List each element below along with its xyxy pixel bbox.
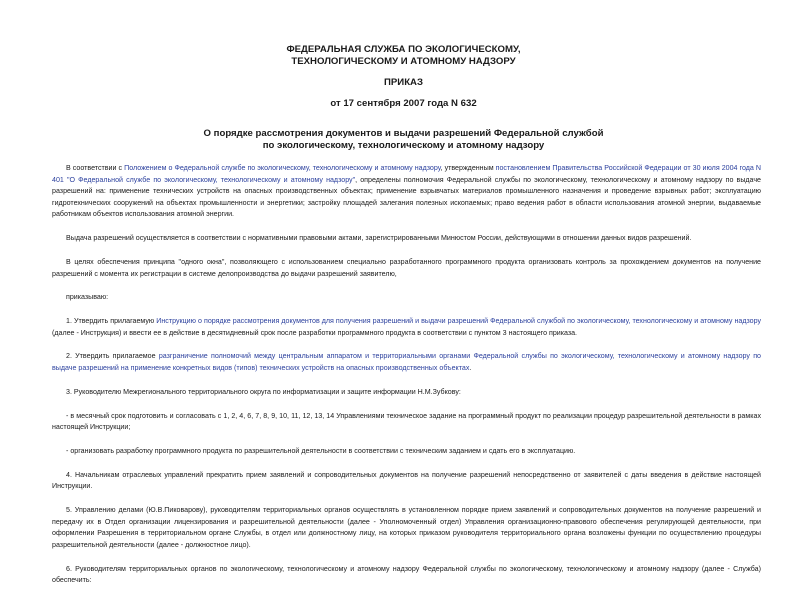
document-type: ПРИКАЗ — [384, 77, 423, 88]
text-fragment: , утвержденным — [440, 164, 496, 172]
paragraph-one-window: В целях обеспечения принципа "одного окна", позволяющего с использованием специально разработанного программного продукта организовать контроль за прохождением документов на получение разрешений с момента их регистрации в системе делопроизводства до выдачи разрешений заявителю, — [52, 257, 761, 278]
text-fragment: 1. Утвердить прилагаемую — [66, 317, 157, 326]
text-fragment: 2. Утвердить прилагаемое — [66, 352, 159, 361]
document-body — [52, 163, 761, 599]
paragraph-issuance: Выдача разрешений осуществляется в соответствии с нормативными правовыми актами, зарегистрированными Минюстом России, действующими в отношении данных видов разрешений. — [66, 234, 692, 243]
title-line-1: О порядке рассмотрения документов и выдачи разрешений Федеральной службой — [203, 128, 604, 139]
paragraph-item-6: 6. Руководителям территориальных органов по экологическому, технологическому и атомному надзору Федеральной службы по экологическому, технологическому и атомному надзору (далее - Служба) обеспечить: — [52, 564, 761, 585]
org-line-2: ТЕХНОЛОГИЧЕСКОМУ И АТОМНОМУ НАДЗОРУ — [291, 55, 516, 67]
text-fragment: . — [469, 364, 472, 373]
text-fragment: , определены полномочия Федеральной службы по экологическому, технологическому и атомному надзору по выдаче разрешений на: применение технических устройств на опасных производственных объектах; применение взрывчатых материалов промышленного назначения и проведение взрывных работ; эксплуатацию гидротехнических сооружений на объектах промышленности и энергетики; застройку площадей залегания полезных ископаемых; право ведения работ в области использования атомной энергии, выдаваемые работникам объектов использования атомной энергии. — [52, 175, 761, 219]
paragraph-item-3-sub-2: - организовать разработку программного продукта по разрешительной деятельности в соответствии с техническим заданием и сдать его в эксплуатацию. — [66, 447, 576, 455]
link-government-decree[interactable]: постановлением Правительства Российской Федерации от 30 июля 2004 года N 401 "О Федеральной службе по экологическому, технологическому и атомному надзору" — [52, 164, 762, 184]
paragraph-item-3-sub-1: - в месячный срок подготовить и согласовать с 1, 2, 4, 6, 7, 8, 9, 10, 11, 12, 13, 14 Управлениями техническое задание на программный продукт по реализации процедур разрешительной деятельности в рамках настоящей Инструкции; — [52, 411, 761, 432]
paragraph-preamble — [52, 163, 761, 221]
document-date: от 17 сентября 2007 года N 632 — [330, 98, 477, 109]
link-regulation[interactable]: Положением о Федеральной службе по экологическому, технологическому и атомному надзору — [124, 164, 441, 172]
paragraph-item-4: 4. Начальникам отраслевых управлений прекратить прием заявлений и сопроводительных документов на получение разрешений непосредственно от заявителей с даты введения в действие настоящей Инструкции. — [52, 470, 761, 491]
title-line-2: по экологическому, технологическому и атомному надзору — [262, 139, 545, 151]
issuing-organization — [0, 44, 807, 67]
link-instruction[interactable]: Инструкцию о порядке рассмотрения документов для получения разрешений и выдачи разрешений Федеральной службой по экологическому, технологическому и атомному надзору — [156, 317, 761, 326]
text-fragment: (далее - Инструкция) и ввести ее в действие в десятидневный срок после разработки программного продукта в соответствии с пунктом 3 настоящего приказа. — [52, 328, 578, 337]
document-title — [0, 128, 807, 151]
paragraph-item-1 — [52, 316, 761, 339]
org-line-1: ФЕДЕРАЛЬНАЯ СЛУЖБА ПО ЭКОЛОГИЧЕСКОМУ, — [286, 44, 521, 55]
paragraph-item-2 — [52, 351, 761, 374]
text-fragment: В соответствии с — [66, 164, 125, 172]
link-authority-division[interactable]: разграничение полномочий между центральным аппаратом и территориальными органами Федеральной службы по экологическому, технологическому и атомному надзору по выдаче разрешений на применение конкретных видов (типов) технических устройств на опасных производственных объектах — [52, 352, 761, 373]
paragraph-item-5: 5. Управлению делами (Ю.В.Пиковарову), руководителям территориальных органов осуществлять в установленном порядке прием заявлений и сопроводительных документов на получение разрешений и передачу их в Отдел организации лицензирования и разрешительной деятельности (далее - Уполномоченный отдел) Управления организационно-правового обеспечения регулирующей деятельности, при оформлении Разрешения в территориальном органе Службы, в отдел или должностному лицу, на которых приказом руководителя территориального органа возложены функции по осуществлению процедуры разрешительной деятельности (далее - должностное лицо). — [52, 506, 761, 549]
paragraph-item-3: 3. Руководителю Межрегионального территориального округа по информатизации и защите информации Н.М.Зубкову: — [66, 387, 461, 396]
paragraph-order: приказываю: — [66, 293, 109, 302]
